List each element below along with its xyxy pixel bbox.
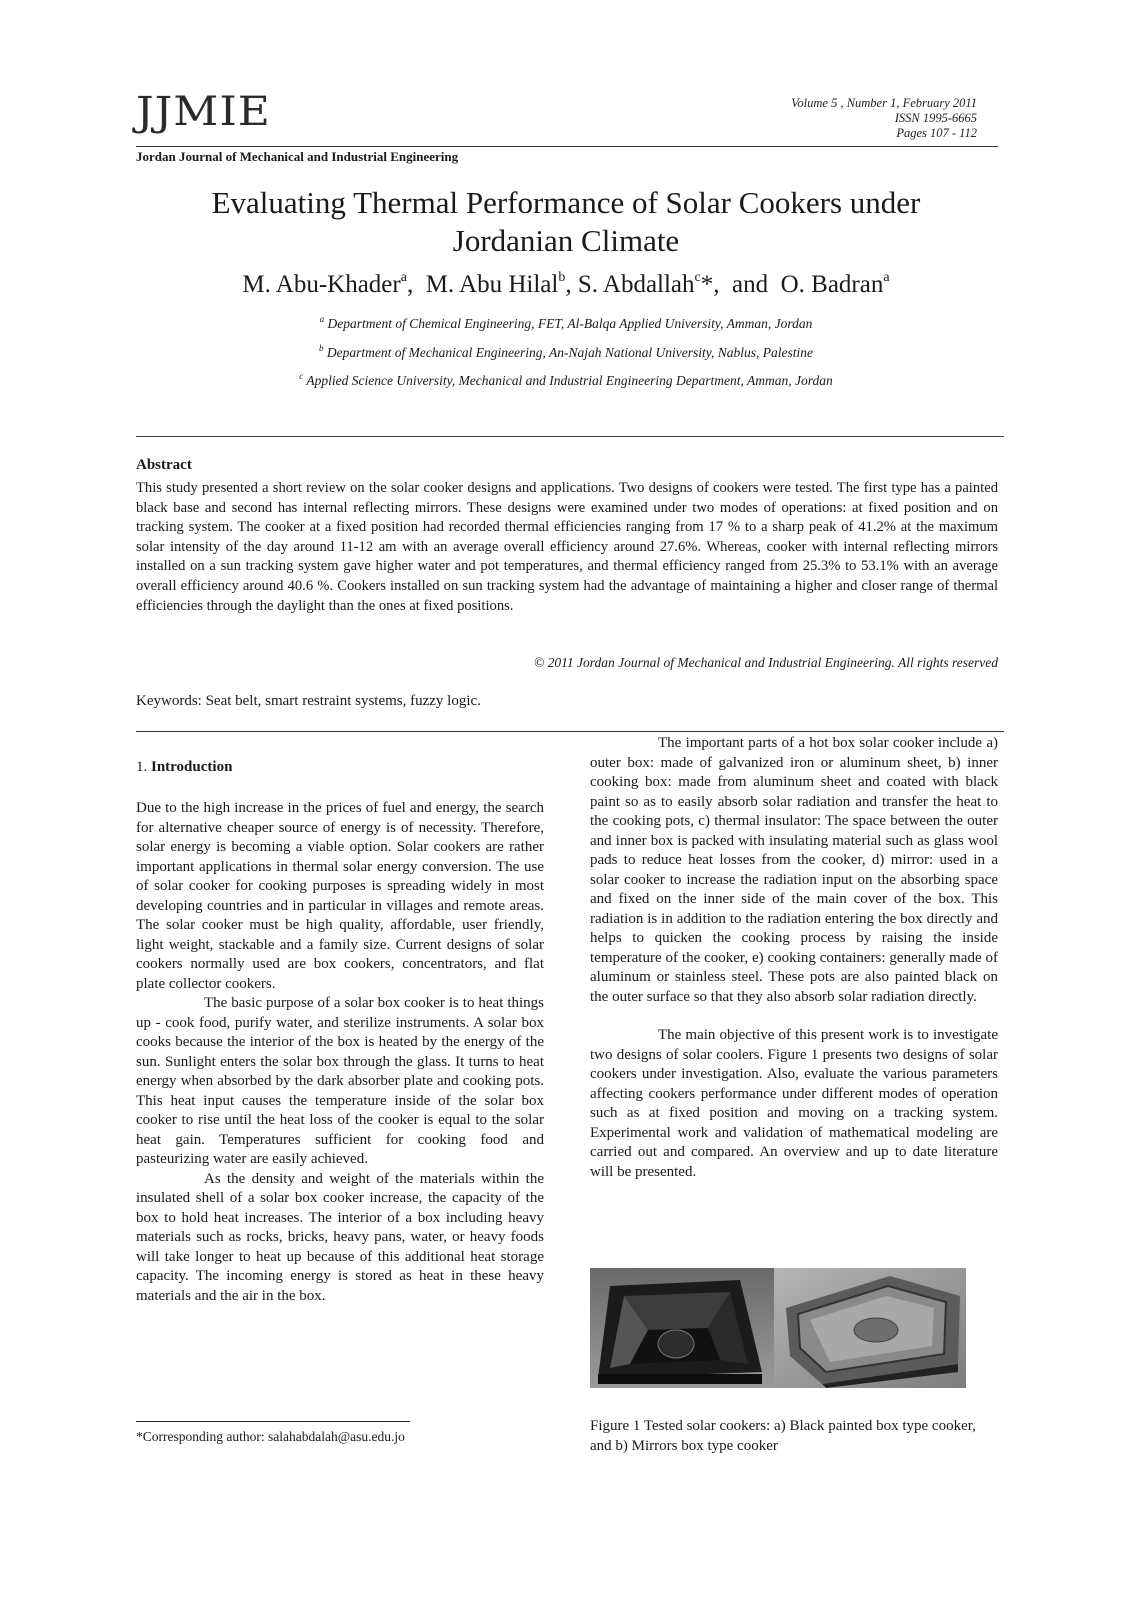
author-affil-mark: b — [558, 270, 566, 285]
author-separator: , — [406, 271, 426, 298]
author-name: M. Abu Hilal — [425, 271, 559, 298]
kettle — [658, 1330, 694, 1358]
volume-line: Volume 5 , Number 1, February 2011 — [791, 96, 977, 110]
copyright-notice: © 2011 Jordan Journal of Mechanical and Industrial Engineering. All rights reserved — [534, 655, 998, 670]
abstract-text: This study presented a short review on the solar cooker designs and applications. Two designs of cookers were tested. The first type has a painted black base and second has internal reflecting mirrors. These designs were examined under two modes of operations: at fixed position and on tracking system. The cooker at a fixed position had recorded thermal efficiencies ranging from 17 % to a sharp peak of 41.2% at the maximum solar intensity of the day around 11-12 am with an average overall efficiency around 27.6%. Whereas, cooker with internal reflecting mirrors installed on a sun tracking system gave higher water and pot temperatures, and thermal efficiency ranged from 25.3% to 53.1% with an average overall efficiency around 40.6 %. Cookers installed on sun tracking system had the advantage of maintaining a higher and closer range of thermal efficiencies through the daylight than the ones at fixed positions. — [136, 480, 998, 614]
figure-1-photo — [590, 1268, 966, 1388]
author-affil-mark: a — [883, 270, 890, 285]
paragraph: The basic purpose of a solar box cooker is to heat things up - cook food, purify water, and sterilize instruments. A solar box cooks because the interior of the box is heated by the energy of the sun. Sunlight enters the solar box through the glass. It turns to heat energy when absorbed by the dark absorber plate and cooking pots. This heat input causes the temperature inside of the solar box cooker to rise until the heat loss of the cooker is equal to the solar heat gain. Temperatures sufficient for cooking food and pasteurizing water are easily achieved. — [136, 995, 544, 1167]
volume-info — [791, 96, 977, 141]
paragraph: The important parts of a hot box solar cooker include a) outer box: made of galvanized iron or aluminum sheet, b) inner cooking box: made from aluminum sheet and coated with black paint so as to easily absorb solar radiation and transfer the heat to the cooking pots, c) thermal insulator: The space between the outer and inner box is packed with insulating material such as glass wool pads to reduce heat losses from the cooker, d) mirror: used in a solar cooker to increase the radiation input on the absorbing space and fixed on the inner side of the main cover of the box. This radiation is in addition to the radiation entering the box directly and helps to quicken the cooking process by raising the inside temperature of the cooker, e) cooking containers: generally made of aluminum or stainless steel. These pots are also painted black on the outer surface so that they also absorb solar radiation directly. — [590, 735, 998, 1005]
issn-line: ISSN 1995-6665 — [894, 111, 977, 125]
journal-logo: JJMIE — [136, 88, 271, 135]
affiliation-a — [0, 314, 1132, 332]
title-line-1: Evaluating Thermal Performance of Solar Cookers under — [211, 185, 921, 220]
body-top-rule — [136, 731, 1004, 732]
header-rule — [136, 146, 998, 147]
title-line-2: Jordanian Climate — [452, 223, 680, 258]
pages-line: Pages 107 - 112 — [896, 126, 977, 140]
abstract-top-rule — [136, 436, 1004, 437]
author-name: S. Abdallah — [577, 271, 695, 298]
affil-text: Department of Chemical Engineering, FET, Al-Balqa Applied University, Amman, Jordan — [324, 316, 813, 331]
paragraph: The main objective of this present work is to investigate two designs of solar coolers. Figure 1 presents two designs of solar cookers under investigation. Also, evaluate the various parameters affecting cookers performance under different modes of operation such as at fixed position and moving on a tracking system. Experimental work and validation of mathematical modeling are carried out and compared. An overview and up to date literature will be presented. — [590, 1027, 998, 1180]
paragraph: Due to the high increase in the prices of fuel and energy, the search for alternative cheaper source of energy is of necessity. Therefore, solar energy is becoming a viable option. Solar cookers are rather important applications in thermal solar energy conversion. The use of solar cooker for cooking purposes is spreading widely in most developing countries and in particular in villages and remote areas. The solar cooker must be high quality, affordable, user friendly, light weight, stackable and a family size. Current designs of solar cookers normally used are box cookers, concentrators, and flat plate collector cookers. — [136, 800, 544, 992]
keywords: Keywords: Seat belt, smart restraint systems, fuzzy logic. — [136, 693, 481, 709]
figure-1-caption: Figure 1 Tested solar cookers: a) Black painted box type cooker, and b) Mirrors box type cooker — [590, 1418, 976, 1454]
journal-name: Jordan Journal of Mechanical and Industrial Engineering — [136, 149, 459, 164]
abstract-heading: Abstract — [136, 457, 192, 473]
author-affil-mark: c — [694, 270, 701, 285]
paper-title — [0, 184, 1132, 260]
left-column — [136, 799, 544, 1306]
affil-mark: c — [299, 371, 304, 381]
author-separator: *, and — [700, 271, 781, 298]
affiliation-b — [0, 343, 1132, 361]
author-name: O. Badran — [780, 271, 884, 298]
author-list — [0, 270, 1132, 299]
section-title: Introduction — [151, 759, 233, 775]
right-column — [590, 734, 998, 1182]
section-heading — [136, 759, 232, 776]
affil-mark: b — [319, 343, 324, 353]
affiliation-c — [0, 371, 1132, 389]
author-name: M. Abu-Khader — [242, 271, 401, 298]
affil-text: Applied Science University, Mechanical and Industrial Engineering Department, Amman, Jordan — [303, 373, 833, 388]
author-separator: , — [565, 271, 578, 298]
paragraph: As the density and weight of the materials within the insulated shell of a solar box cooker increase, the capacity of the box to hold heat increases. The interior of a box including heavy materials such as rocks, bricks, heavy pans, water, or heavy foods will take longer to heat up because of this additional heat storage capacity. The incoming energy is stored as heat in these heavy materials and the air in the box. — [136, 1170, 544, 1304]
section-number: 1. — [136, 759, 151, 775]
corresponding-author-footnote: *Corresponding author: salahabdalah@asu.edu.jo — [136, 1429, 405, 1444]
footnote-rule — [136, 1421, 410, 1422]
affil-text: Department of Mechanical Engineering, An-Najah National University, Nablus, Palestine — [323, 345, 813, 360]
affil-mark: a — [319, 314, 325, 324]
author-affil-mark: a — [400, 270, 407, 285]
